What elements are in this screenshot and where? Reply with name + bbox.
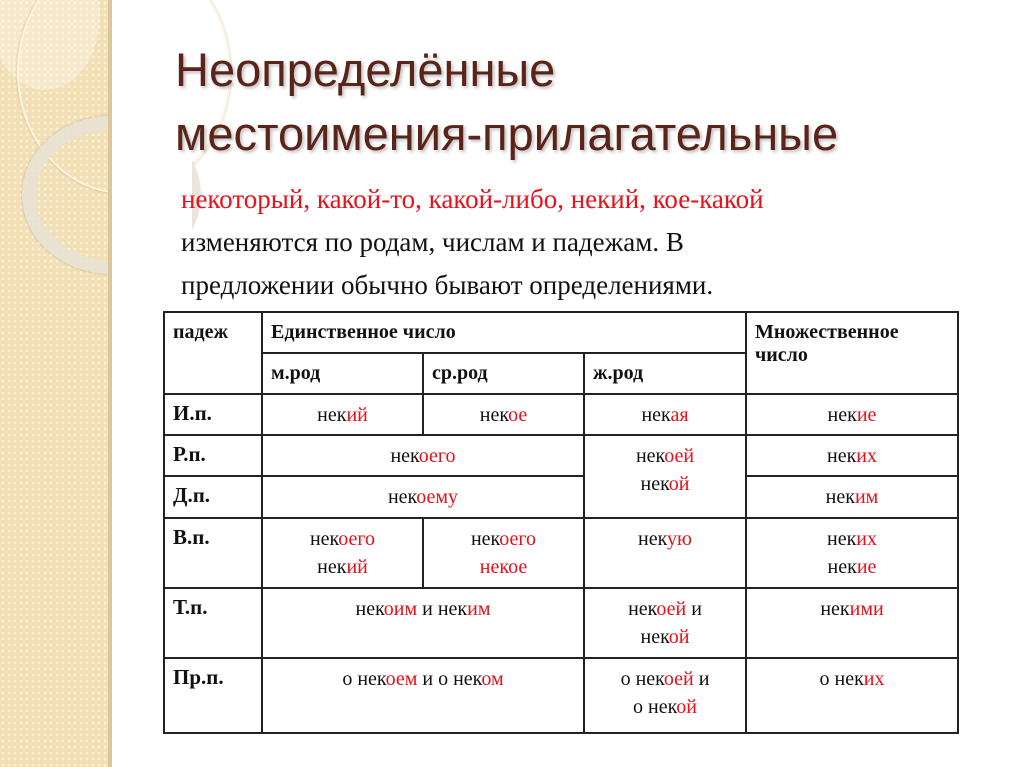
header-plural: Множественное число	[746, 312, 958, 394]
decorative-sidebar	[0, 0, 112, 767]
case-label: Пр.п.	[164, 658, 262, 733]
case-label: И.п.	[164, 394, 262, 435]
cell: некое	[423, 394, 584, 435]
table-row	[164, 435, 958, 476]
cell: неких некие	[746, 518, 958, 588]
table-row	[164, 518, 958, 588]
cell: о некоем и о неком	[262, 658, 584, 733]
case-label: Т.п.	[164, 588, 262, 658]
cell: некоему	[262, 476, 584, 518]
table-row	[164, 658, 958, 733]
cell: неких	[746, 435, 958, 476]
header-masculine: м.род	[262, 353, 423, 394]
case-label: Д.п.	[164, 476, 262, 518]
header-feminine: ж.род	[584, 353, 746, 394]
cell: некие	[746, 394, 958, 435]
header-case: падеж	[164, 312, 262, 394]
header-singular: Единственное число	[262, 312, 746, 353]
cell: о некоей и о некой	[584, 658, 746, 733]
header-neuter: ср.род	[423, 353, 584, 394]
pronoun-examples: некоторый, какой-то, какой-либо, некий, кое-какой	[181, 184, 764, 214]
intro-line-3: предложении обычно бывают определениями.	[181, 270, 714, 300]
declension-table	[163, 311, 959, 734]
cell: некоего	[262, 435, 584, 476]
intro-line-2: изменяются по родам, числам и падежам. В	[181, 227, 684, 257]
cell: некий	[262, 394, 423, 435]
cell: некая	[584, 394, 746, 435]
cell: о неких	[746, 658, 958, 733]
cell: неким	[746, 476, 958, 518]
cell: некоего некое	[423, 518, 584, 588]
case-label: Р.п.	[164, 435, 262, 476]
cell: некоего некий	[262, 518, 423, 588]
case-label: В.п.	[164, 518, 262, 588]
title-line-2: местоимения-прилагательные	[175, 107, 839, 160]
title-line-1: Неопределённые	[175, 43, 556, 96]
table-row	[164, 476, 958, 518]
slide-title	[175, 38, 995, 166]
cell: некоим и неким	[262, 588, 584, 658]
cell: некоей некой	[584, 435, 746, 518]
cell: некими	[746, 588, 958, 658]
cell: некоей и некой	[584, 588, 746, 658]
table-row	[164, 394, 958, 435]
intro-text	[181, 178, 981, 307]
table-row	[164, 588, 958, 658]
table-header-row	[164, 312, 958, 353]
cell: некую	[584, 518, 746, 588]
